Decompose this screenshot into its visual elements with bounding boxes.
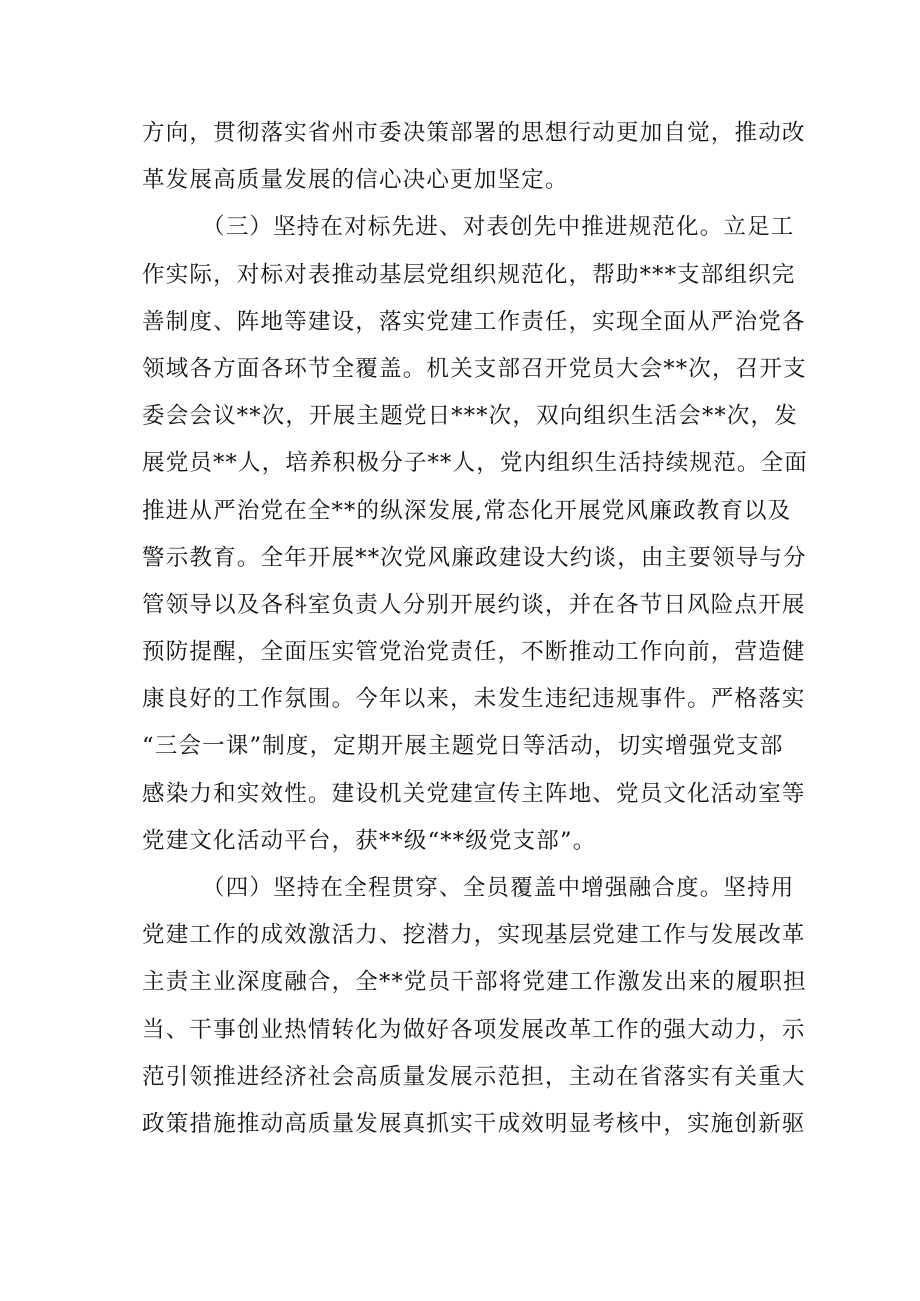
text-line: 康良好的工作氛围。今年以来，未发生违纪违规事件。严格落实: [142, 686, 806, 713]
text-line: 预防提醒，全面压实管党治党责任，不断推动工作向前，营造健: [142, 639, 806, 666]
text-line: 领域各方面各环节全覆盖。机关支部召开党员大会**次，召开支: [142, 355, 807, 382]
text-line: 主责主业深度融合，全**党员干部将党建工作激发出来的履职担: [142, 969, 807, 996]
text-line: 当、干事创业热情转化为做好各项发展改革工作的强大动力，示: [142, 1016, 806, 1043]
text-line: 范引领推进经济社会高质量发展示范担，主动在省落实有关重大: [142, 1063, 806, 1090]
text-line: 党建工作的成效激活力、挖潜力，实现基层党建工作与发展改革: [142, 922, 806, 949]
text-line: 管领导以及各科室负责人分别开展约谈，并在各节日风险点开展: [142, 591, 806, 618]
text-line: 政策措施推动高质量发展真抓实干成效明显考核中，实施创新驱: [142, 1110, 806, 1137]
body-text: [142, 110, 809, 1148]
text-line: 作实际，对标对表推动基层党组织规范化，帮助***支部组织完: [142, 261, 796, 288]
section-heading-line: （三）坚持在对标先进、对表创先中推进规范化。立足工: [202, 214, 795, 241]
paragraph-2: [142, 204, 809, 865]
text-line: 展党员**人，培养积极分子**人，党内组织生活持续规范。全面: [142, 450, 809, 477]
paragraph-1: [142, 110, 806, 204]
text-line: 委会会议**次，开展主题党日***次，双向组织生活会**次，发: [142, 403, 798, 430]
text-line: 革发展高质量发展的信心决心更加坚定。: [142, 167, 569, 194]
text-line: 感染力和实效性。建设机关党建宣传主阵地、党员文化活动室等: [142, 780, 806, 807]
text-line: 警示教育。全年开展**次党风廉政建设大约谈，由主要领导与分: [142, 544, 807, 571]
text-line: 推进从严治党在全**的纵深发展,常态化开展党风廉政教育以及: [142, 497, 792, 524]
text-line: 善制度、阵地等建设，落实党建工作责任，实现全面从严治党各: [142, 308, 806, 335]
text-line: 方向，贯彻落实省州市委决策部署的思想行动更加自觉，推动改: [142, 120, 806, 146]
text-line: “三会一课”制度，定期开展主题党日等活动，切实增强党支部: [142, 733, 784, 760]
paragraph-3: [142, 865, 807, 1148]
section-heading-line: （四）坚持在全程贯穿、全员覆盖中增强融合度。坚持用: [202, 875, 795, 901]
text-line: 党建文化活动平台，获**级“**级党支部”。: [142, 827, 597, 854]
